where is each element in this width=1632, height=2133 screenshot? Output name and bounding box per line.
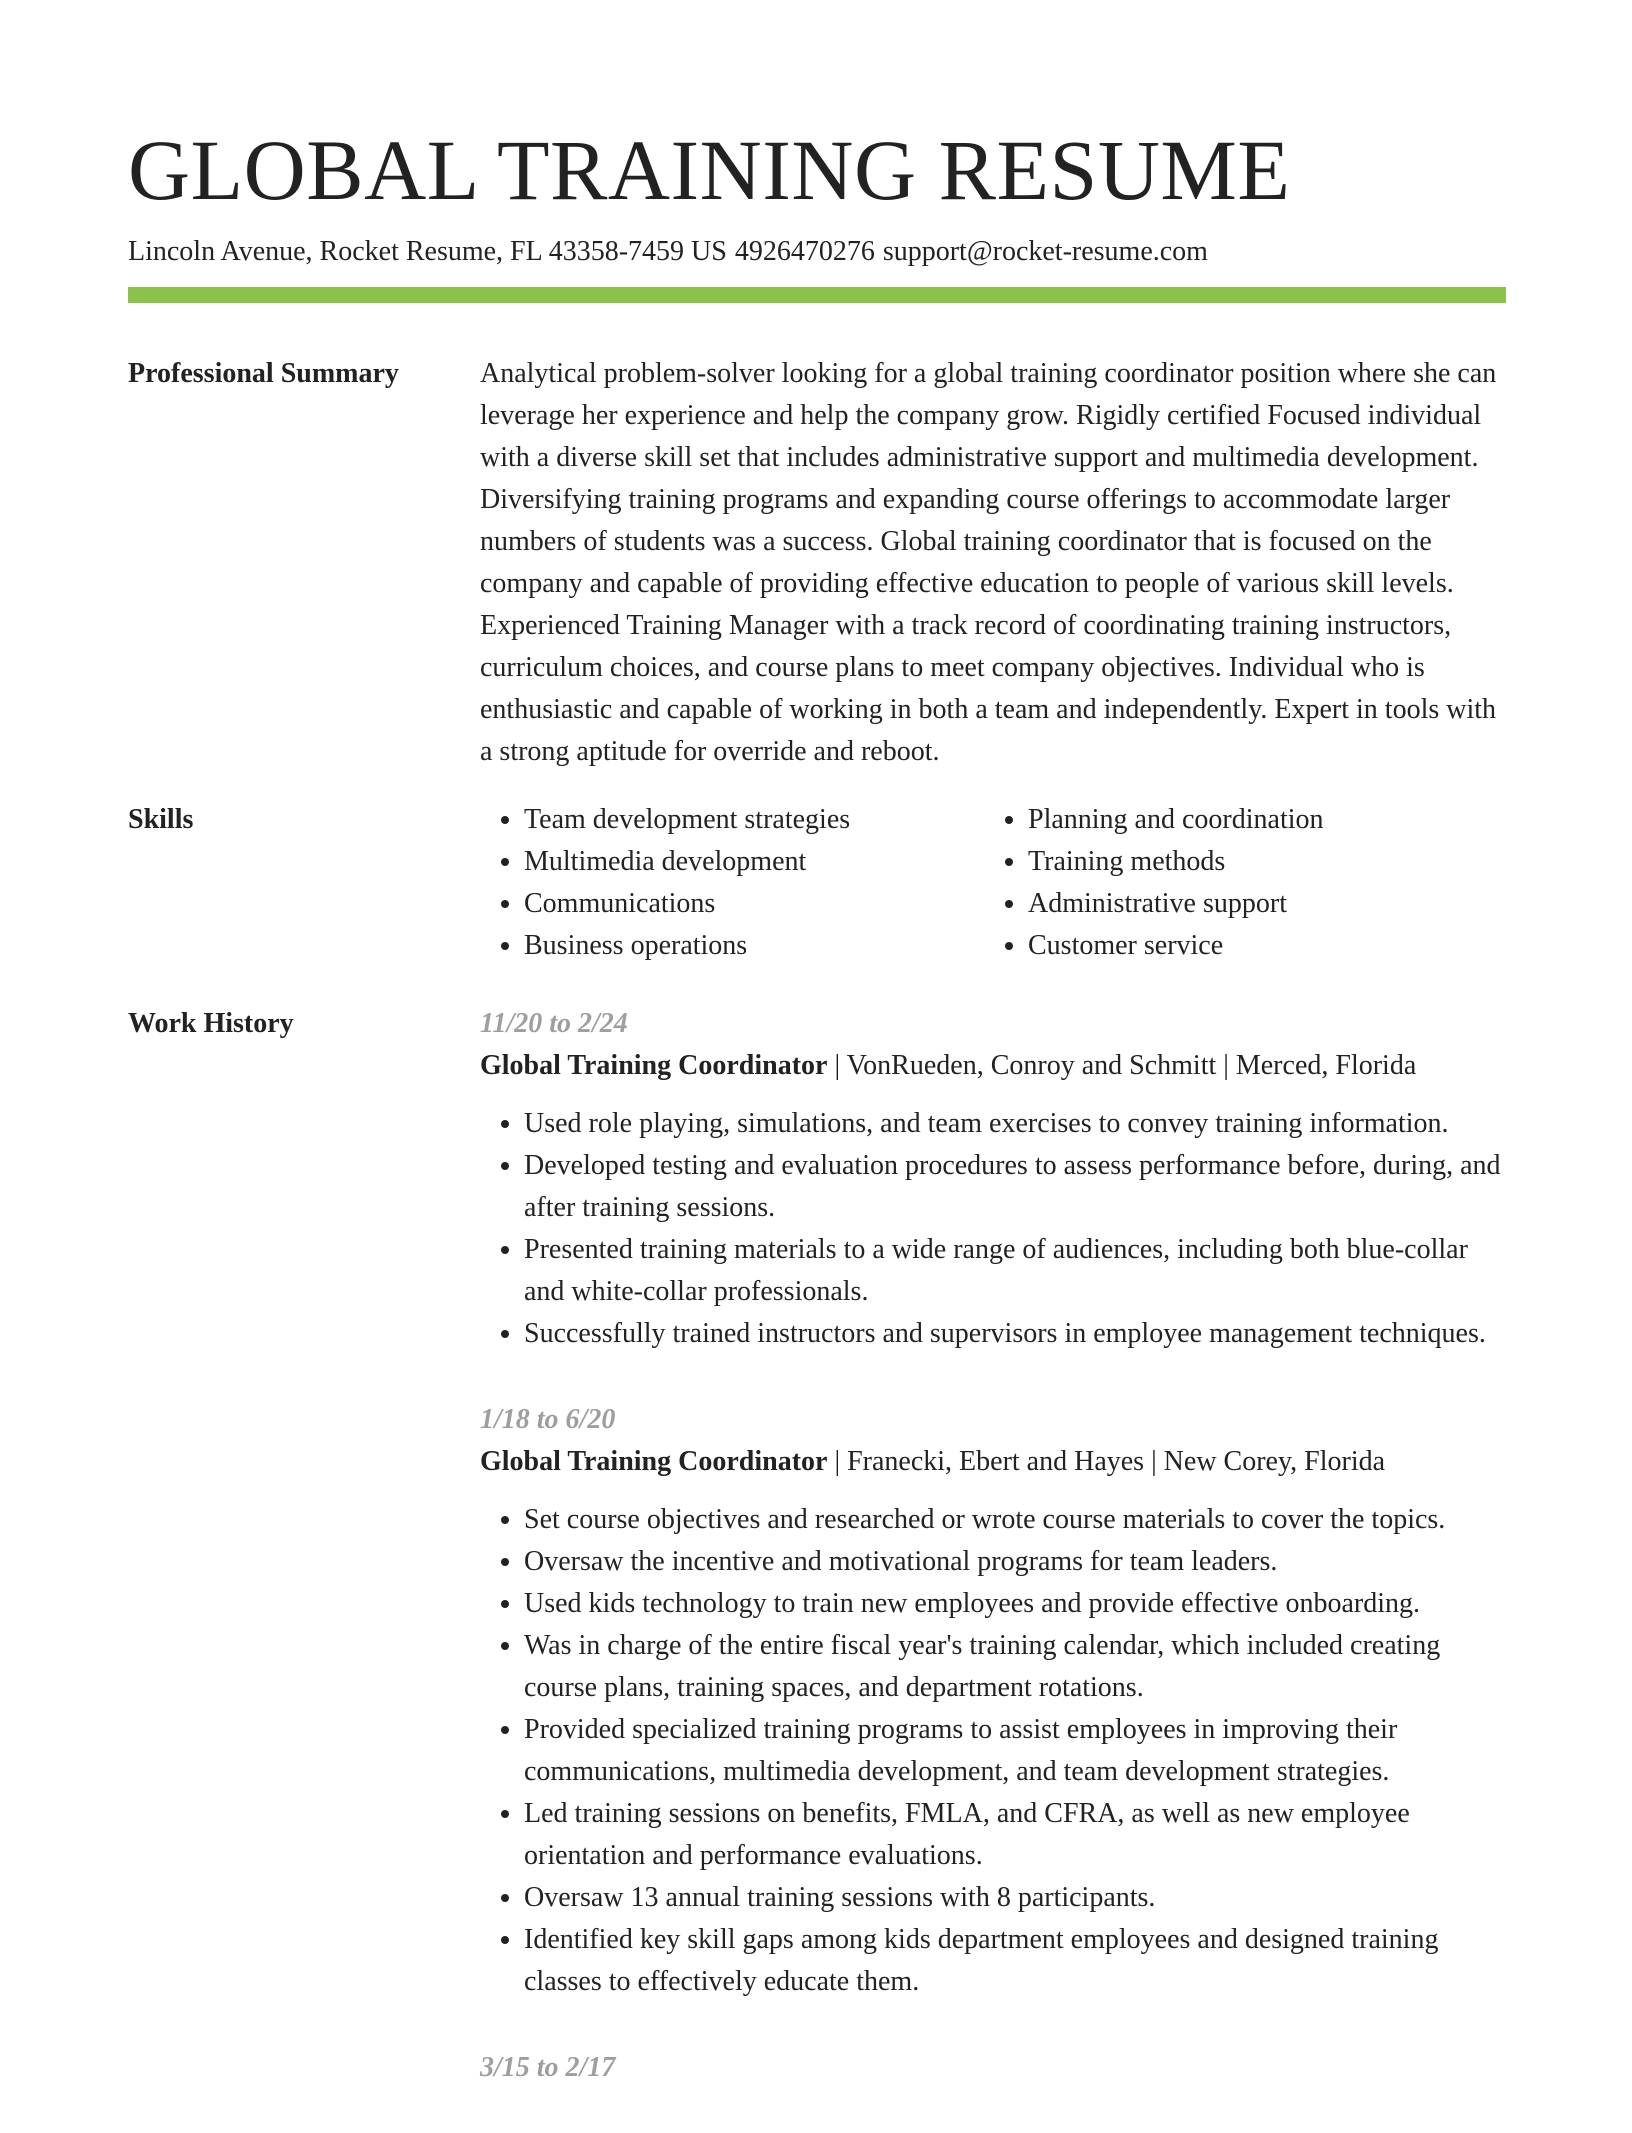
- job-bullet: • Presented training materials to a wide range of audiences, including both blue-collar and white-collar professionals.: [524, 1229, 1506, 1313]
- job-bullet: • Led training sessions on benefits, FMLA, and CFRA, as well as new employee orientation and performance evaluations.: [524, 1793, 1506, 1877]
- job-bullets: [480, 1499, 1506, 2003]
- job-bullet: • Set course objectives and researched or wrote course materials to cover the topics.: [524, 1499, 1506, 1541]
- job-employer-location: | VonRueden, Conroy and Schmitt | Merced, Florida: [827, 1050, 1417, 1081]
- work-history-heading: Work History: [128, 1008, 294, 1039]
- job-title: Global Training Coordinator: [480, 1446, 828, 1477]
- job-bullet: • Developed testing and evaluation procedures to assess performance before, during, and after training sessions.: [524, 1145, 1506, 1229]
- job-bullet: • Oversaw 13 annual training sessions with 8 participants.: [524, 1877, 1506, 1919]
- resume-page: [128, 120, 1506, 2133]
- contact-line: [128, 234, 1506, 270]
- skills-heading: Skills: [128, 804, 194, 835]
- skill-item: • Customer service: [1028, 925, 1506, 967]
- job-dates: 3/15 to 2/17: [480, 2052, 616, 2083]
- resume-title: GLOBAL TRAINING RESUME: [128, 122, 1291, 218]
- skill-item: • Communications: [524, 883, 984, 925]
- job-bullet: • Successfully trained instructors and supervisors in employee management techniques.: [524, 1313, 1506, 1355]
- job-entry: [480, 1003, 1506, 1355]
- contact-email: support@rocket-resume.com: [882, 236, 1208, 267]
- contact-address: Lincoln Avenue, Rocket Resume, FL 43358-7459 US: [128, 236, 727, 267]
- job-title: Global Training Coordinator: [480, 1050, 828, 1081]
- skills-section: [128, 799, 1506, 967]
- job-bullet: • Was in charge of the entire fiscal year's training calendar, which included creating course plans, training spaces, and department rotations.: [524, 1625, 1506, 1709]
- job-bullet: • Used kids technology to train new employees and provide effective onboarding.: [524, 1583, 1506, 1625]
- job-bullet: • Provided specialized training programs to assist employees in improving their communications, multimedia development, and team development strategies.: [524, 1709, 1506, 1793]
- job-heading: [480, 1045, 1506, 1087]
- job-bullets: [480, 1103, 1506, 1355]
- contact-phone: 4926470276: [734, 236, 875, 267]
- skill-item: • Team development strategies: [524, 799, 984, 841]
- skill-item: • Planning and coordination: [1028, 799, 1506, 841]
- accent-divider: [128, 287, 1506, 303]
- job-entry: [480, 2047, 1506, 2089]
- job-bullet: • Oversaw the incentive and motivational programs for team leaders.: [524, 1541, 1506, 1583]
- summary-text: Analytical problem-solver looking for a global training coordinator position where she can leverage her experience and help the company grow. Rigidly certified Focused individual with a diverse skill set that includes administrative support and multimedia development. Diversifying training programs and expanding course offerings to accommodate larger numbers of students was a success. Global training coordinator that is focused on the company and capable of providing effective education to people of various skill levels. Experienced Training Manager with a track record of coordinating training instructors, curriculum choices, and course plans to meet company objectives. Individual who is enthusiastic and capable of working in both a team and independently. Expert in tools with a strong aptitude for override and reboot.: [480, 358, 1497, 767]
- skill-item: • Multimedia development: [524, 841, 984, 883]
- job-entry: [480, 1399, 1506, 2003]
- skill-item: • Administrative support: [1028, 883, 1506, 925]
- job-dates: 1/18 to 6/20: [480, 1404, 616, 1435]
- work-history-section: [128, 1003, 1506, 2133]
- summary-section: [128, 353, 1506, 773]
- job-heading: [480, 1441, 1506, 1483]
- summary-heading: Professional Summary: [128, 358, 399, 389]
- skills-list: [480, 799, 1506, 967]
- skill-item: • Business operations: [524, 925, 984, 967]
- job-bullet: • Used role playing, simulations, and team exercises to convey training information.: [524, 1103, 1506, 1145]
- skill-item: • Training methods: [1028, 841, 1506, 883]
- job-employer-location: | Franecki, Ebert and Hayes | New Corey, Florida: [827, 1446, 1386, 1477]
- job-dates: 11/20 to 2/24: [480, 1008, 628, 1039]
- job-bullet: • Identified key skill gaps among kids department employees and designed training classes to effectively educate them.: [524, 1919, 1506, 2003]
